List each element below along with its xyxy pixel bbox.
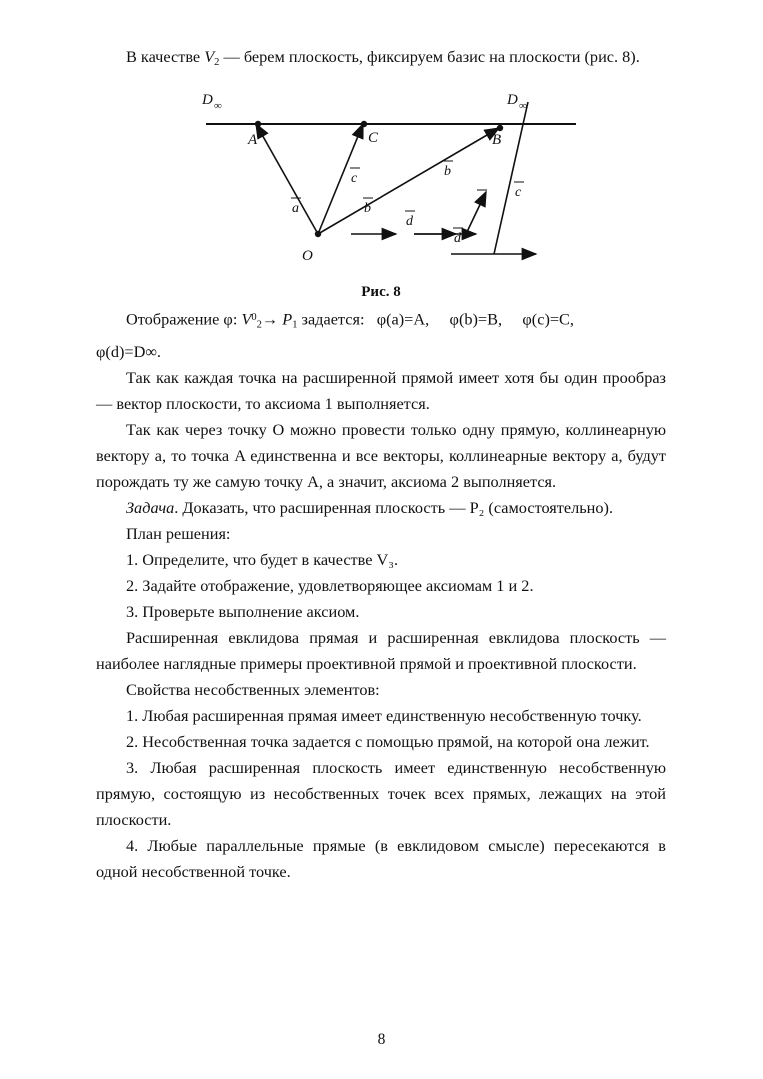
paragraph-property-1: 1. Любая расширенная прямая имеет единственную несобственную точку. — [126, 705, 642, 725]
task-word: Задача — [126, 497, 175, 517]
paragraph-property-3: 3. Любая расширенная плоскость имеет единственную несобственную прямую, состоящую из несобственных точек всех прямых, лежащих на этой плоскости. — [96, 757, 666, 829]
symbol-p-subscript: 1 — [292, 319, 298, 331]
paragraph-axiom1: Так как каждая точка на расширенной прямой имеет хотя бы один прообраз — вектор плоскости, то аксиома 1 выполняется. — [96, 367, 666, 413]
svg-text:b: b — [364, 200, 371, 216]
svg-text:B: B — [492, 131, 502, 148]
paragraph-property-2: 2. Несобственная точка задается с помощью прямой, на которой она лежит. — [126, 731, 650, 751]
svg-text:O: O — [302, 247, 313, 264]
paragraph-property-4: 4. Любые параллельные прямые (в евклидовом смысле) пересекаются в одной несобственной точке. — [96, 835, 666, 881]
text-fragment: → — [261, 309, 283, 329]
paragraph-mapping — [96, 305, 666, 339]
text-fragment: задается: — [297, 309, 365, 329]
symbol-v: V — [204, 47, 215, 66]
mapping-d: φ(d)=D∞. — [96, 341, 161, 361]
paragraph-axiom2: Так как через точку O можно провести только одну прямую, коллинеарную вектору a, то точка A единственна и все векторы, коллинеарные вектору a, будут порождать ту же самую точку A, а значит, аксиома 2 выполняется. — [96, 419, 666, 491]
svg-text:∞: ∞ — [214, 99, 222, 112]
svg-text:a: a — [478, 192, 485, 208]
mapping-c: φ(c)=C, — [522, 309, 574, 329]
paragraph-intro — [96, 44, 666, 76]
svg-text:D: D — [507, 91, 518, 108]
paragraph-plan-header: План решения: — [126, 523, 231, 543]
symbol-v-subscript: 2 — [256, 319, 262, 331]
page-number: 8 — [377, 1031, 386, 1048]
text-fragment: — берем плоскость, фиксируем базис на плоскости (рис. 8). — [219, 47, 640, 66]
svg-text:A: A — [248, 131, 258, 148]
svg-text:C: C — [368, 129, 379, 146]
paragraph-extended-line: Расширенная евклидова прямая и расширенная евклидова плоскость — наиболее наглядные примеры проективной прямой и проективной плоскости. — [96, 627, 666, 673]
paragraph-task — [96, 495, 666, 521]
paragraph-properties-header: Свойства несобственных элементов: — [126, 679, 380, 699]
mapping-b: φ(b)=B, — [449, 309, 503, 329]
symbol-v-subscript: 2 — [214, 56, 220, 68]
figure-8 — [96, 82, 666, 282]
mapping-a: φ(a)=A, — [376, 309, 430, 329]
svg-text:d: d — [454, 230, 461, 246]
paragraph-mapping-d — [96, 339, 666, 365]
text-fragment: Отображение φ: — [126, 309, 242, 329]
text-fragment: В качестве — [126, 47, 205, 66]
figure-8-drawing — [96, 82, 666, 282]
page-content — [96, 44, 666, 885]
svg-text:b: b — [444, 163, 451, 179]
svg-text:c: c — [515, 184, 522, 200]
svg-text:c: c — [351, 170, 358, 186]
symbol-p: P — [282, 309, 293, 329]
svg-text:D: D — [202, 91, 213, 108]
text-fragment: . Доказать, что расширенная плоскость — P₂ (самостоятельно). — [174, 497, 614, 517]
figure-caption: Рис. 8 — [361, 283, 401, 300]
paragraph-plan-2: 2. Задайте отображение, удовлетворяющее аксиомам 1 и 2. — [126, 575, 534, 595]
paragraph-plan-1: 1. Определите, что будет в качестве V₃. — [126, 549, 399, 569]
symbol-v: V — [241, 309, 252, 329]
symbol-v-superscript: 0 — [251, 311, 257, 323]
svg-text:∞: ∞ — [519, 99, 527, 112]
paragraph-plan-3: 3. Проверьте выполнение аксиом. — [126, 601, 360, 621]
svg-text:a: a — [292, 200, 299, 216]
svg-text:d: d — [406, 213, 413, 229]
